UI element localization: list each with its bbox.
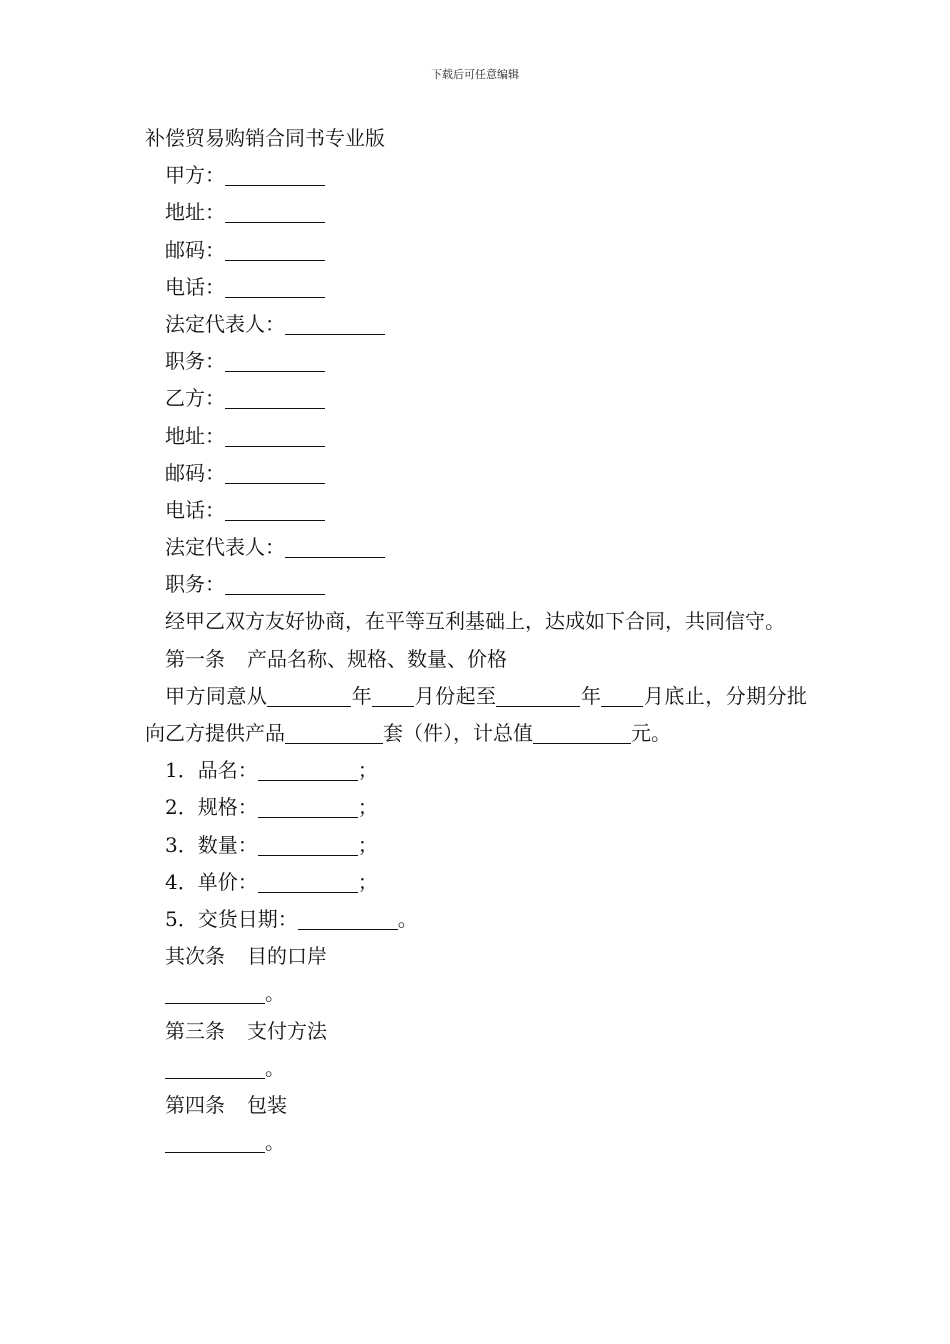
end-year-blank[interactable]	[496, 686, 580, 707]
start-year-blank[interactable]	[267, 686, 351, 707]
article2-blank-line	[145, 975, 807, 1012]
text-run: 年	[351, 683, 373, 708]
start-month-blank[interactable]	[372, 686, 414, 707]
phone-blank[interactable]	[225, 500, 325, 521]
article-title: 支付方法	[247, 1018, 327, 1043]
line-end: 。	[265, 1130, 285, 1155]
doc-title: 补偿贸易购销合同书专业版	[145, 126, 385, 150]
article-title: 产品名称、规格、数量、价格	[247, 646, 507, 671]
party-b-line	[145, 380, 807, 417]
text-run: 元。	[631, 721, 671, 746]
item-label: 交货日期：	[197, 906, 298, 931]
article-number: 第四条	[165, 1092, 225, 1117]
line-end: 。	[265, 981, 285, 1006]
item-label: 规格：	[197, 795, 258, 820]
line-end: 。	[265, 1055, 285, 1080]
item-number: 3．	[165, 832, 198, 857]
party-a-line	[145, 157, 807, 194]
field-label: 邮码：	[165, 237, 225, 262]
field-label: 地址：	[165, 423, 225, 448]
title-blank[interactable]	[225, 574, 325, 595]
article-number: 其次条	[165, 944, 225, 969]
postcode-blank[interactable]	[225, 463, 325, 484]
party-b-postcode-line	[145, 455, 807, 492]
article-number: 第一条	[165, 646, 225, 671]
field-label: 法定代表人：	[165, 311, 285, 336]
address-blank[interactable]	[225, 426, 325, 447]
postcode-blank[interactable]	[225, 240, 325, 261]
page-header: 下载后可任意编辑	[431, 68, 519, 81]
end-month-blank[interactable]	[601, 686, 643, 707]
packaging-blank[interactable]	[165, 1132, 265, 1153]
text-run: 套（件），计总值	[383, 721, 533, 746]
field-label: 邮码：	[165, 460, 225, 485]
quantity-blank[interactable]	[285, 723, 383, 744]
rep-blank[interactable]	[285, 537, 385, 558]
total-value-blank[interactable]	[533, 723, 631, 744]
payment-blank[interactable]	[165, 1058, 265, 1079]
text-run: 月底止，分期分批向乙方提供产品	[145, 683, 808, 746]
article4-blank-line	[145, 1124, 807, 1161]
item-blank[interactable]	[298, 909, 398, 930]
item-number: 4．	[165, 869, 198, 894]
list-item	[145, 901, 807, 938]
title-blank[interactable]	[225, 351, 325, 372]
item-label: 品名：	[197, 758, 258, 783]
list-item	[145, 752, 807, 789]
field-label: 电话：	[165, 497, 225, 522]
article-title: 目的口岸	[247, 944, 327, 969]
article1-paragraph	[145, 678, 807, 752]
party-a-phone-line	[145, 269, 807, 306]
intro-paragraph: 经甲乙双方友好协商，在平等互利基础上，达成如下合同，共同信守。	[165, 609, 785, 634]
party-a-postcode-line	[145, 232, 807, 269]
field-label: 职务：	[165, 349, 225, 374]
party-a-title-line	[145, 343, 807, 380]
article4-heading	[145, 1087, 807, 1124]
party-a-rep-line	[145, 306, 807, 343]
address-blank[interactable]	[225, 202, 325, 223]
list-item	[145, 789, 807, 826]
phone-blank[interactable]	[225, 277, 325, 298]
field-label: 职务：	[165, 572, 225, 597]
party-b-address-line	[145, 418, 807, 455]
item-label: 单价：	[197, 869, 258, 894]
party-b-rep-line	[145, 529, 807, 566]
article-title: 包装	[247, 1092, 287, 1117]
item-blank[interactable]	[258, 760, 358, 781]
rep-blank[interactable]	[285, 314, 385, 335]
field-label: 法定代表人：	[165, 535, 285, 560]
text-run: 年	[580, 683, 602, 708]
text-run: 甲方同意从	[165, 683, 268, 708]
article3-heading	[145, 1013, 807, 1050]
item-number: 5．	[165, 906, 198, 931]
party-a-address-line	[145, 194, 807, 231]
item-end: ；	[357, 758, 378, 783]
article2-heading	[145, 938, 807, 975]
item-number: 1．	[165, 758, 198, 783]
list-item	[145, 827, 807, 864]
party-a-label: 甲方：	[165, 163, 225, 188]
item-blank[interactable]	[258, 797, 358, 818]
text-run: 月份起至	[414, 683, 497, 708]
item-end: ；	[357, 795, 378, 820]
party-b-blank[interactable]	[225, 388, 325, 409]
party-b-title-line	[145, 566, 807, 603]
item-number: 2．	[165, 795, 198, 820]
item-end: ；	[357, 869, 378, 894]
party-b-label: 乙方：	[165, 386, 225, 411]
field-label: 电话：	[165, 274, 225, 299]
item-end: ；	[357, 832, 378, 857]
item-blank[interactable]	[258, 872, 358, 893]
article3-blank-line	[145, 1050, 807, 1087]
article1-heading	[145, 641, 807, 678]
list-item	[145, 864, 807, 901]
article-number: 第三条	[165, 1018, 225, 1043]
port-blank[interactable]	[165, 983, 265, 1004]
item-blank[interactable]	[258, 835, 358, 856]
party-b-phone-line	[145, 492, 807, 529]
document-body	[145, 120, 807, 1161]
item-label: 数量：	[197, 832, 258, 857]
party-a-blank[interactable]	[225, 165, 325, 186]
field-label: 地址：	[165, 200, 225, 225]
item-end: 。	[397, 906, 418, 931]
